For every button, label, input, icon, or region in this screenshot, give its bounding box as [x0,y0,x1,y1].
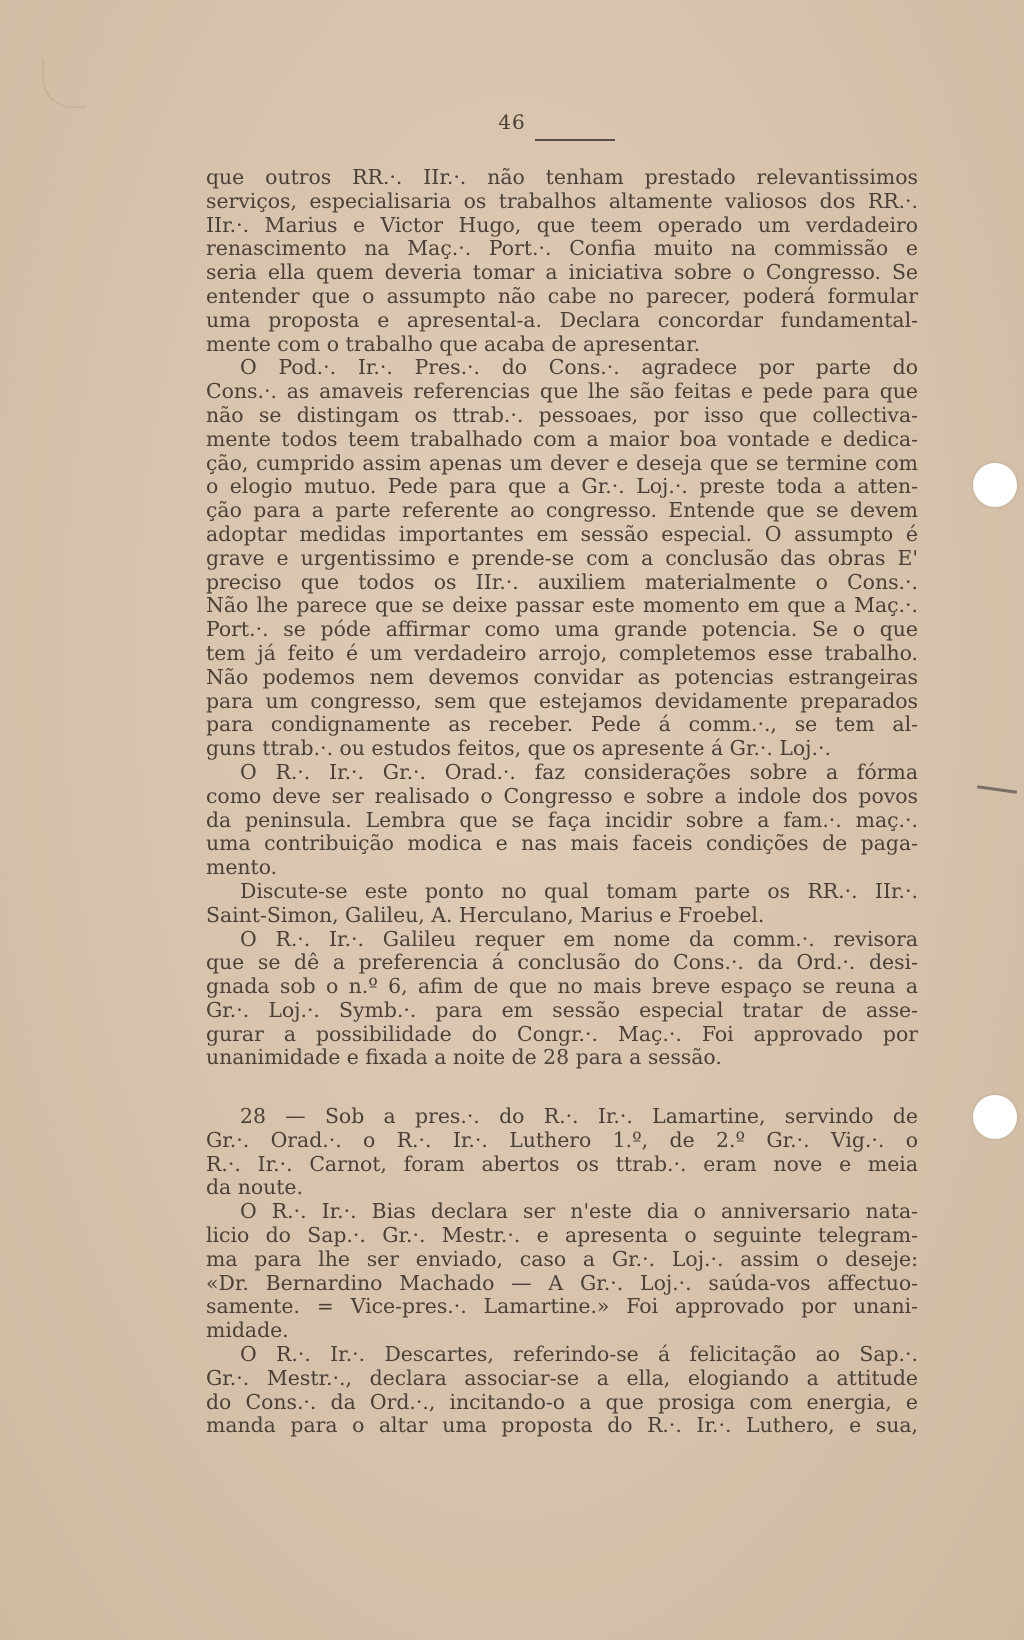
text-line: O R.·. Ir.·. Bias declara ser n'este dia o anniversario nata- [240,1199,918,1224]
text-line: mento. [206,855,278,880]
text-line: Não podemos nem devemos convidar as potencias estrangeiras [206,664,918,689]
text-line: «Dr. Bernardino Machado — A Gr.·. Loj.·. saúda-vos affectuo- [206,1270,918,1295]
text-line: IIr.·. Marius e Victor Hugo, que teem operado um verdadeiro [206,212,918,237]
text-line: unanimidade e fixada a noite de 28 para a sessão. [206,1045,722,1070]
text-line: Cons.·. as amaveis referencias que lhe são feitas e pede para que [206,379,918,404]
text-line: guns ttrab.·. ou estudos feitos, que os apresente á Gr.·. Loj.·. [206,736,831,761]
text-line: que outros RR.·. IIr.·. não tenham prestado relevantissimos [206,165,918,189]
text-line: Gr.·. Mestr.·., declara associar-se a ella, elogiando a attitude [206,1365,918,1390]
text-line: o elogio mutuo. Pede para que a Gr.·. Loj.·. preste toda a atten- [206,474,918,499]
text-line: Não lhe parece que se deixe passar este momento em que a Maç.·. [206,593,918,618]
text-line: Gr.·. Loj.·. Symb.·. para em sessão especial tratar de asse- [206,997,918,1022]
text-block-session-28 [206,1105,918,1438]
text-line: da noute. [206,1175,303,1200]
text-line: serviços, especialisaria os trabalhos altamente valiosos dos RR.·. [206,188,918,213]
text-line: para um congresso, sem que estejamos devidamente preparados [206,688,918,713]
text-line: preciso que todos os IIr.·. auxiliem materialmente o Cons.·. [206,569,918,594]
edge-mark [977,785,1017,794]
text-line: mente com o trabalho que acaba de apresentar. [206,331,701,356]
binding-hole [973,463,1017,507]
text-line: manda para o altar uma proposta do R.·. Ir.·. Luthero, e sua, [206,1413,918,1438]
text-line: que se dê a preferencia á conclusão do Cons.·. da Ord.·. desi- [206,950,918,975]
text-line: tem já feito é um verdadeiro arrojo, completemos esse trabalho. [206,640,918,665]
text-line: ção para a parte referente ao congresso. Entende que se devem [206,498,918,523]
text-line: do Cons.·. da Ord.·., incitando-o a que prosiga com energia, e [206,1389,918,1414]
text-line: 28 — Sob a pres.·. do R.·. Ir.·. Lamartine, servindo de [240,1104,918,1128]
text-line: O R.·. Ir.·. Gr.·. Orad.·. faz considerações sobre a fórma [240,759,918,784]
page-number-rule [535,139,615,141]
page-number: 46 [498,110,526,134]
text-line: Gr.·. Orad.·. o R.·. Ir.·. Luthero 1.º, de 2.º Gr.·. Vig.·. o [206,1127,918,1152]
text-line: para condignamente as receber. Pede á comm.·., se tem al- [206,712,918,737]
text-line: Discute-se este ponto no qual tomam parte os RR.·. IIr.·. [240,878,918,903]
binding-hole [973,1095,1017,1139]
text-line: seria ella quem deveria tomar a iniciativa sobre o Congresso. Se [206,260,918,285]
text-line: Port.·. se póde affirmar como uma grande potencia. Se o que [206,617,918,642]
text-block-session-continued [206,166,918,1070]
text-line: entender que o assumpto não cabe no parecer, poderá formular [206,283,918,308]
text-line: como deve ser realisado o Congresso e sobre a indole dos povos [206,783,918,808]
text-line: ção, cumprido assim apenas um dever e deseja que se termine com [206,450,918,475]
text-line: não se distingam os ttrab.·. pessoaes, por isso que collectiva- [206,402,918,427]
text-line: O Pod.·. Ir.·. Pres.·. do Cons.·. agradece por parte do [240,355,918,380]
text-line: grave e urgentissimo e prende-se com a conclusão das obras E' [206,545,918,570]
page-stain [42,58,86,108]
text-line: O R.·. Ir.·. Descartes, referindo-se á felicitação ao Sap.·. [240,1341,918,1366]
text-line: gurar a possibilidade do Congr.·. Maç.·. Foi approvado por [206,1021,918,1046]
text-line: uma proposta e apresental-a. Declara concordar fundamental- [206,307,918,332]
text-line: R.·. Ir.·. Carnot, foram abertos os ttrab.·. eram nove e meia [206,1151,918,1176]
text-line: Saint-Simon, Galileu, A. Herculano, Marius e Froebel. [206,902,765,927]
text-line: uma contribuição modica e nas mais faceis condições de paga- [206,831,918,856]
text-line: samente. = Vice-pres.·. Lamartine.» Foi approvado por unani- [206,1294,918,1319]
text-line: gnada sob o n.º 6, afim de que no mais breve espaço se reuna a [206,974,918,999]
text-line: da peninsula. Lembra que se faça incidir sobre a fam.·. maç.·. [206,807,918,832]
text-line: mente todos teem trabalhado com a maior boa vontade e dedica- [206,426,918,451]
text-line: midade. [206,1318,289,1343]
text-line: licio do Sap.·. Gr.·. Mestr.·. e apresenta o seguinte telegram- [206,1222,918,1247]
text-line: adoptar medidas importantes em sessão especial. O assumpto é [206,521,918,546]
text-line: renascimento na Maç.·. Port.·. Confia muito na commissão e [206,236,918,261]
text-line: O R.·. Ir.·. Galileu requer em nome da comm.·. revisora [240,926,918,951]
text-line: ma para lhe ser enviado, caso a Gr.·. Loj.·. assim o deseje: [206,1246,918,1271]
